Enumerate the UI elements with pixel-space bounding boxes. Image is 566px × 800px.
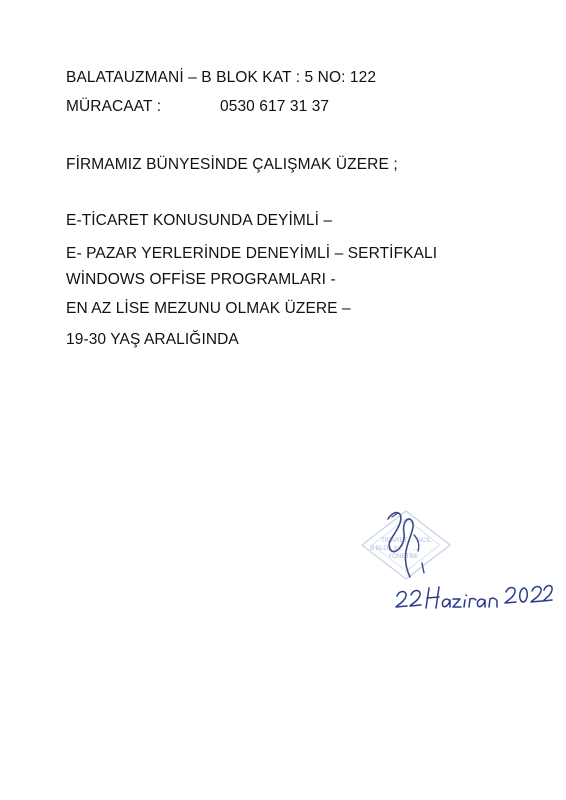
address-line: BALATAUZMANİ – B BLOK KAT : 5 NO: 122 — [66, 69, 377, 86]
requirement-item: EN AZ LİSE MEZUNU OLMAK ÜZERE – — [66, 300, 351, 317]
requirement-item: WİNDOWS OFFİSE PROGRAMLARI - — [66, 271, 336, 288]
contact-label: MÜRACAAT : — [66, 98, 162, 115]
requirement-item: 19-30 YAŞ ARALIĞINDA — [66, 331, 239, 348]
requirement-item: E-TİCARET KONUSUNDA DEYİMLİ – — [66, 212, 333, 229]
intro-line: FİRMAMIZ BÜNYESİNDE ÇALIŞMAK ÜZERE ; — [66, 156, 398, 173]
svg-text:TİCARET ... SİCİL: TİCARET ... SİCİL — [381, 537, 432, 544]
contact-line — [66, 98, 330, 116]
contact-phone: 0530 617 31 37 — [220, 98, 330, 115]
signature-mark — [378, 505, 438, 585]
requirement-item: E- PAZAR YERLERİNDE DENEYİMLİ – SERTİFKALI — [66, 245, 438, 262]
svg-text:B BLOK K... ... ...: B BLOK K... ... ... — [370, 545, 418, 552]
handwritten-date — [393, 580, 553, 620]
svg-text:YÖNETİMİ: YÖNETİMİ — [388, 553, 418, 560]
